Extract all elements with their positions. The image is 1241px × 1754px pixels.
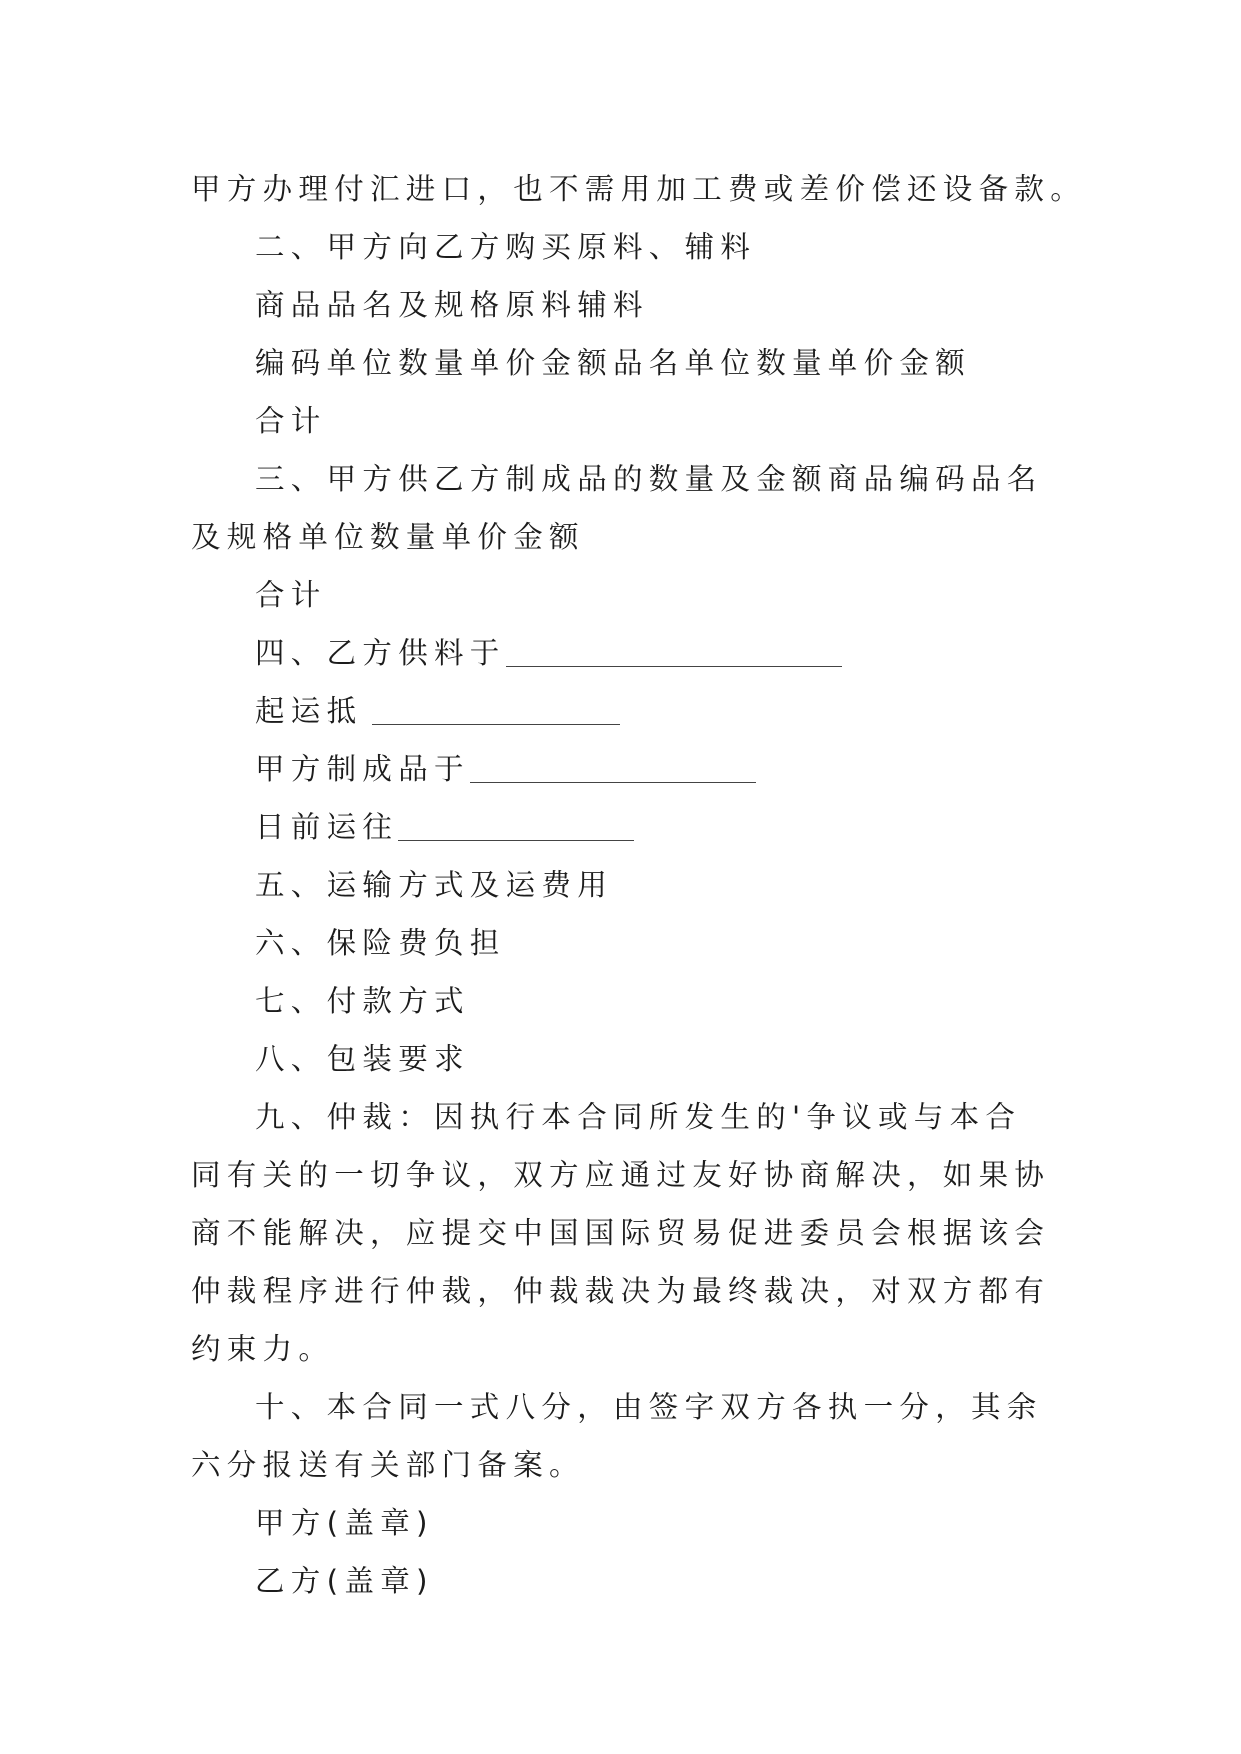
clause-2-total: 合计 — [255, 404, 327, 438]
clause-4-supply-label: 四、乙方供料于 — [255, 636, 506, 670]
clause-3-total: 合计 — [255, 578, 327, 612]
clause-5-heading: 五、运输方式及运费用 — [255, 868, 614, 902]
party-b-seal: 乙方(盖章) — [255, 1564, 434, 1598]
finished-date-blank[interactable] — [470, 753, 756, 784]
clause-6-heading: 六、保险费负担 — [255, 926, 506, 960]
clause-4-finished-label: 甲方制成品于 — [255, 752, 470, 786]
clause-4-deliver-line — [191, 798, 1051, 856]
clause-2-heading: 二、甲方向乙方购买原料、辅料 — [255, 230, 757, 264]
clause-9-arbitration: 九、仲裁：因执行本合同所发生的'争议或与本合同有关的一切争议，双方应通过友好协商解决，如果协商不能解决，应提交中国国际贸易促进委员会根据该会仲裁程序进行仲裁，仲裁裁决为最终裁决，对双方都有约束力。 — [191, 1100, 1051, 1366]
clause-4-deliver-label: 日前运往 — [255, 810, 399, 844]
clause-10-copies: 十、本合同一式八分，由签字双方各执一分，其余六分报送有关部门备案。 — [191, 1390, 1043, 1482]
clause-1-tail: 甲方办理付汇进口，也不需用加工费或差价偿还设备款。 — [191, 172, 1087, 206]
clause-3-heading: 三、甲方供乙方制成品的数量及金额商品编码品名及规格单位数量单价金额 — [191, 462, 1043, 554]
clause-7-heading: 七、付款方式 — [255, 984, 470, 1018]
contract-body — [191, 160, 1087, 1610]
ship-destination-blank[interactable] — [372, 695, 620, 726]
clause-8-heading: 八、包装要求 — [255, 1042, 470, 1076]
clause-2-table-header-2: 编码单位数量单价金额品名单位数量单价金额 — [255, 346, 972, 380]
party-a-seal: 甲方(盖章) — [255, 1506, 434, 1540]
deliver-destination-blank[interactable] — [398, 811, 634, 842]
clause-4-finished-line — [191, 740, 1051, 798]
clause-4-supply-line — [191, 624, 1051, 682]
clause-4-ship-line — [191, 682, 1051, 740]
supply-date-blank[interactable] — [506, 637, 842, 668]
clause-2-table-header-1: 商品品名及规格原料辅料 — [255, 288, 649, 322]
clause-4-ship-label: 起运抵 — [255, 694, 363, 728]
